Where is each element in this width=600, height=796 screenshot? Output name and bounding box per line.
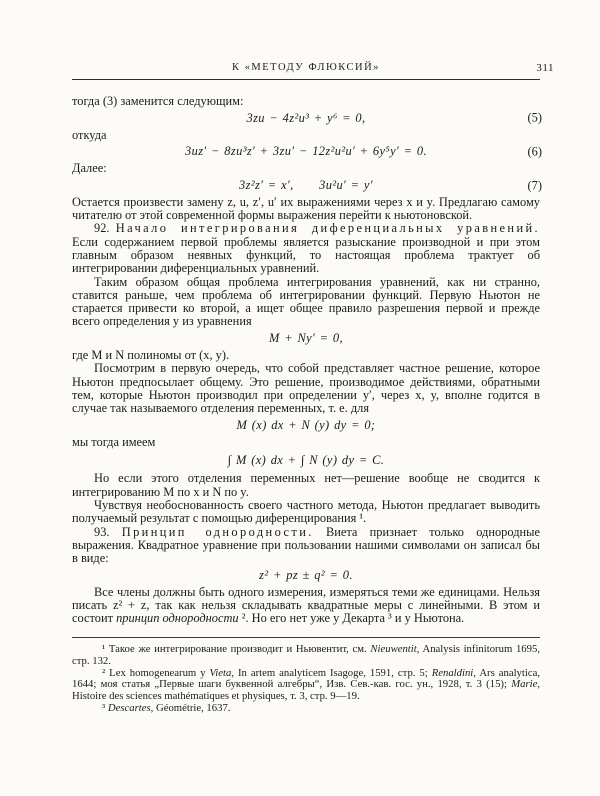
equation-5-formula: 3zu − 4z²u³ + y⁶ = 0, — [246, 110, 366, 125]
paragraph-no-esli: Но если этого отделения переменных нет—решение вообще не сводится к интегрированию M по x и N по y. — [72, 471, 540, 499]
footnote-2-author-marie: Marie — [511, 678, 538, 691]
footnote-1-author: Nieuwentit — [370, 642, 417, 655]
page-header — [72, 62, 554, 77]
footnote-3-text-end: , Géométrie, 1637. — [150, 702, 231, 715]
section-92-text: Если содержанием первой проблемы является разыскание производной и при этом главным образом неявных функций, то настоящая проблема трактует об интегрировании диференциальных уравнений. — [72, 234, 540, 276]
paragraph-takim-obrazom: Таким образом общая проблема интегрирования уравнений, как ни странно, ставится раньше, чем проблема об интегрировании функций. Первую Ньютон не старается привести ко второй, а ищет общее правило разрешения первой и прежде всего определения y из уравнения — [72, 274, 540, 329]
equation-m-ny — [72, 329, 540, 349]
paragraph-my-togda: мы тогда имеем — [72, 434, 156, 449]
equation-integral — [72, 449, 540, 472]
footnote-1-text: ¹ Такое же интегрирование производит и Ньювентит, см. — [102, 642, 371, 655]
section-92-number: 92. — [94, 221, 116, 236]
equation-5 — [72, 108, 540, 128]
footnote-2-text: ² Lex homogenearum у — [102, 666, 210, 679]
paragraph-vse-chleny — [72, 586, 540, 626]
equation-6-number: (6) — [527, 144, 542, 159]
label-dalee: Далее: — [72, 161, 107, 176]
equation-mdx-ndy-formula: M (x) dx + N (y) dy = 0; — [236, 418, 376, 433]
footnote-2-text-3: , Ars analytica, 1644; моя статья „Первые шаги буквенной алгебры“, Изв. Сев.-кав. гос. ун., 1928, т. 3 (15); — [72, 666, 540, 691]
footnote-2-author-renaldini: Renaldini — [431, 666, 474, 679]
paragraph-chuvstvuya: Чувствуя необоснованность своего частного метода, Ньютон предлагает выводить получаемый результат с помощью диференцирования ¹. — [72, 498, 540, 526]
footnote-2 — [72, 668, 540, 704]
paragraph-posmotrim: Посмотрим в первую очередь, что собой представляет частное решение, которое Ньютон предпосылает общему. Это решение, производимое действиями, обратными тем, которые Ньютон производил при определении y′, через x, y, вполне годится в случае так называемого отделения переменных, т. е. для — [72, 361, 540, 416]
section-92-paragraph — [72, 222, 540, 275]
equation-6-formula: 3uz′ − 8zu³z′ + 3zu′ − 12z²u²u′ + 6y⁵y′ = 0. — [185, 144, 427, 159]
paragraph-vse-chleny-post: ². Но его нет уже у Декарта ³ и у Ньютона. — [238, 611, 465, 626]
footnote-1 — [72, 644, 540, 668]
equation-integral-formula: ∫ M (x) dx + ∫ N (y) dy = C. — [227, 453, 385, 468]
section-93-heading: Принцип однородности. — [121, 524, 314, 539]
section-93-text: Виета признает только однородные выражения. Квадратное уравнение при пользовании нашими символами он записал бы в виде: — [72, 524, 540, 566]
equation-5-number: (5) — [527, 110, 542, 125]
paragraph-gde: где M и N полиномы от (x, y). — [72, 348, 230, 363]
paragraph-vse-chleny-pre: Все члены должны быть одного измерения, измеряться теми же единицами. Нельзя писать z² + z, так как нельзя складывать квадратные меры с линейными. В этом и состоит — [72, 584, 540, 626]
equation-m-ny-formula: M + Ny′ = 0, — [268, 331, 343, 346]
equation-7-number: (7) — [527, 177, 542, 192]
header-rule — [72, 79, 540, 80]
footnote-2-author-vieta: Vieta — [209, 666, 232, 679]
equation-quadratic-formula: z² + pz ± q² = 0. — [259, 568, 353, 582]
section-92-heading: Начало интегрирования диференциальных уравнений. — [115, 221, 540, 236]
equation-7 — [72, 175, 540, 195]
equation-mdx-ndy — [72, 416, 540, 436]
footnote-3 — [72, 703, 540, 715]
label-otkuda: откуда — [72, 127, 107, 142]
footnote-2-text-2: , In artem analyticem Isagoge, 1591, стр. 5; — [231, 666, 432, 679]
footnote-2-text-end: , Histoire des sciences mathématiques et physiques, т. 3, стр. 9—19. — [72, 678, 540, 703]
footnote-3-marker: ³ — [102, 702, 108, 715]
section-93-paragraph — [72, 526, 540, 566]
equation-6 — [72, 142, 540, 162]
running-head: К «МЕТОДУ ФЛЮКСИЙ» — [232, 62, 380, 73]
page-number: 311 — [536, 62, 554, 74]
paragraph-intro: тогда (3) заменится следующим: — [72, 94, 244, 108]
equation-7-formula: 3z²z′ = x′, 3u²u′ = y′ — [239, 177, 373, 192]
principle-homogeneity-italic: принцип однородности — [116, 611, 239, 626]
footnote-1-text-end: , Analysis infinitorum 1695, стр. 132. — [72, 642, 540, 667]
equation-quadratic — [72, 566, 540, 586]
section-93-number: 93. — [94, 524, 122, 539]
page-body — [72, 95, 540, 626]
paragraph-substitution: Остается произвести замену z, u, z′, u′ их выражениями через x и y. Предлагаю самому читателю от этой современной формы выражения перейти к ньютоновской. — [72, 194, 540, 223]
footnotes-block — [72, 637, 540, 715]
footnote-3-author: Descartes — [107, 702, 151, 715]
